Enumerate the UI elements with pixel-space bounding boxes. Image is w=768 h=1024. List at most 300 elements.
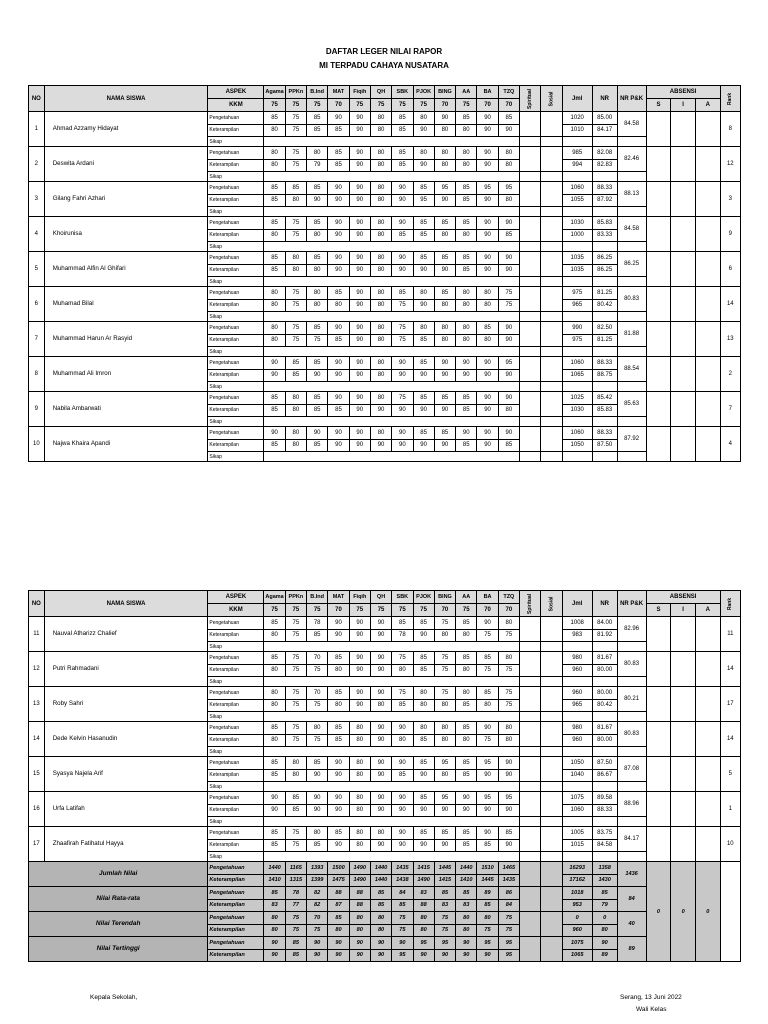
score-cell: 85 [413,427,434,440]
jml-cell: 1060 [562,182,592,195]
score-cell: 80 [264,147,285,160]
score-cell: 90 [328,194,349,207]
footer-score: 1438 [392,874,413,887]
student-name: Roby Sahri [44,687,208,722]
score-cell: 90 [370,839,391,852]
rank-cell: 14 [720,652,740,687]
student-row [29,617,741,630]
score-cell: 85 [456,194,477,207]
score-cell: 80 [370,287,391,300]
student-row [29,427,741,440]
absensi-i-cell [671,617,696,652]
score-cell: 85 [456,404,477,417]
school-name: MI TERPADU CAHAYA NUSATARA [319,61,449,70]
score-cell: 85 [434,287,455,300]
student-no: 17 [29,827,45,862]
sikap-cell [264,712,520,722]
score-cell: 90 [349,617,370,630]
aspect-label: Keterampilan [208,874,264,887]
footer-jml: 1075 [562,937,592,950]
jml-cell: 1075 [562,792,592,805]
absensi-s-cell [646,357,671,392]
score-cell: 80 [498,147,519,160]
footer-score: 85 [285,937,306,950]
footer-score: 87 [328,899,349,912]
score-cell: 80 [370,827,391,840]
footer-nr: 85 [592,887,617,900]
sosial-cell [541,652,562,677]
score-cell: 80 [264,299,285,312]
score-cell: 90 [328,617,349,630]
subject-header: SBK [392,86,413,99]
footer-score: 85 [370,887,391,900]
footer-score: 1410 [456,874,477,887]
score-cell: 80 [307,722,328,735]
score-cell: 80 [349,757,370,770]
score-cell: 80 [264,734,285,747]
footer-score: 1315 [285,874,306,887]
score-cell: 85 [307,112,328,125]
score-cell: 85 [328,722,349,735]
absensi-header: ABSENSI [646,591,720,604]
nr-pk-cell: 82.96 [617,617,646,642]
sikap-cell [264,417,520,427]
absensi-i-cell [671,792,696,827]
jml-cell: 1000 [562,229,592,242]
aspect-label: Keterampilan [208,899,264,912]
nr-pk-cell: 86.25 [617,252,646,277]
score-cell: 90 [328,804,349,817]
score-cell: 90 [349,322,370,335]
absensi-s-cell [646,617,671,652]
score-cell: 95 [498,792,519,805]
sosial-cell [541,687,562,712]
aspect-label: Pengetahuan [208,887,264,900]
footer-score: 1435 [392,862,413,875]
aspect-label: Keterampilan [208,299,264,312]
score-cell: 75 [285,652,306,665]
score-cell: 90 [392,264,413,277]
jml-cell: 1015 [562,839,592,852]
score-cell: 75 [477,629,498,642]
subject-header: QH [370,591,391,604]
absensi-a-cell [695,252,720,287]
score-cell: 75 [307,734,328,747]
spiritual-cell [519,617,540,642]
student-name: Muhammad Alfin Al Ghifari [44,252,208,287]
score-cell: 80 [434,147,455,160]
spiritual-cell [519,287,540,312]
score-cell: 90 [264,427,285,440]
score-cell: 75 [285,664,306,677]
aspect-label: Sikap [208,312,264,322]
score-cell: 80 [434,124,455,137]
score-cell: 80 [328,699,349,712]
score-cell: 90 [434,264,455,277]
aspect-label: Keterampilan [208,769,264,782]
score-cell: 80 [413,699,434,712]
score-cell: 75 [434,687,455,700]
score-cell: 85 [264,404,285,417]
score-cell: 75 [434,664,455,677]
score-cell: 90 [307,194,328,207]
aspect-label: Sikap [208,347,264,357]
aspect-label: Pengetahuan [208,217,264,230]
score-cell: 85 [307,124,328,137]
nr-cell: 89.58 [592,792,617,805]
score-cell: 90 [370,652,391,665]
footer-score: 75 [307,924,328,937]
rank-cell: 12 [720,147,740,182]
score-cell: 90 [477,264,498,277]
score-cell: 85 [477,652,498,665]
sosial-header: Sosial [541,591,562,617]
score-cell: 80 [349,839,370,852]
footer-score: 85 [434,887,455,900]
aspect-label: Pengetahuan [208,182,264,195]
footer-jml: 17162 [562,874,592,887]
rank-cell: 9 [720,217,740,252]
nr-pk-cell: 80.83 [617,652,646,677]
absensi-s-cell [646,217,671,252]
footer-score: 1490 [349,862,370,875]
score-cell: 90 [392,722,413,735]
subject-header: PJOK [413,86,434,99]
aspect-label: Keterampilan [208,924,264,937]
sosial-cell [541,112,562,137]
student-row [29,722,741,735]
footer-score: 95 [392,949,413,962]
aspect-label: Sikap [208,747,264,757]
absensi-s-cell [646,252,671,287]
footer-score: 1440 [264,862,285,875]
score-cell: 80 [349,769,370,782]
sosial-cell [541,792,562,817]
score-cell: 90 [349,439,370,452]
sikap-cell [264,382,520,392]
score-cell: 90 [498,322,519,335]
footer-score: 90 [456,937,477,950]
score-cell: 80 [370,112,391,125]
aspect-label: Pengetahuan [208,322,264,335]
jml-header: Jml [562,86,592,112]
nr-pk-cell: 80.83 [617,722,646,747]
score-cell: 80 [349,722,370,735]
footer-score: 75 [392,912,413,925]
score-cell: 80 [413,287,434,300]
score-cell: 90 [413,839,434,852]
score-cell: 80 [456,322,477,335]
footer-score: 88 [349,899,370,912]
score-cell: 85 [264,392,285,405]
aspect-label: Keterampilan [208,369,264,382]
footer-label: Nilai Terendah [29,912,208,937]
score-cell: 85 [264,769,285,782]
score-cell: 85 [498,229,519,242]
score-cell: 90 [349,217,370,230]
absensi-i-cell [671,217,696,252]
score-cell: 90 [392,182,413,195]
score-cell: 90 [413,299,434,312]
footer-score: 95 [498,949,519,962]
absensi-a-cell [695,687,720,722]
student-no: 10 [29,427,45,462]
absensi-a-header: A [695,99,720,112]
jml-cell: 975 [562,334,592,347]
kkm-value: 75 [285,604,306,617]
student-name: Khoirunisa [44,217,208,252]
sosial-cell [541,392,562,417]
aspect-label: Sikap [208,172,264,182]
student-name: Muhamad Bilal [44,287,208,322]
score-cell: 90 [349,264,370,277]
absensi-i-cell [671,652,696,687]
sikap-cell [264,452,520,462]
score-cell: 75 [392,334,413,347]
aspect-label: Keterampilan [208,334,264,347]
student-name: Putri Rahmadani [44,652,208,687]
score-cell: 75 [285,112,306,125]
absensi-s-cell [646,287,671,322]
subject-header: BA [477,86,498,99]
footer-row [29,937,741,950]
score-cell: 90 [349,182,370,195]
aspect-label: Sikap [208,712,264,722]
jml-cell: 1060 [562,804,592,817]
footer-score: 1415 [413,862,434,875]
jml-cell: 1020 [562,112,592,125]
score-cell: 75 [285,629,306,642]
footer-score: 95 [413,937,434,950]
rank-cell: 7 [720,392,740,427]
subject-header: TZQ [498,86,519,99]
score-cell: 85 [392,287,413,300]
student-no: 11 [29,617,45,652]
no-header: NO [29,86,45,112]
nr-cell: 81.25 [592,334,617,347]
score-cell: 85 [498,112,519,125]
score-cell: 80 [434,334,455,347]
footer-score: 1440 [370,862,391,875]
score-cell: 80 [264,287,285,300]
score-cell: 80 [285,252,306,265]
score-cell: 80 [307,264,328,277]
footer-score: 75 [392,924,413,937]
kkm-value: 75 [307,99,328,112]
jml-cell: 1035 [562,264,592,277]
score-cell: 85 [328,404,349,417]
subject-header: SBK [392,591,413,604]
score-cell: 95 [434,757,455,770]
nr-pk-cell: 84.17 [617,827,646,852]
absensi-a-cell [695,827,720,862]
subject-header: PPKn [285,591,306,604]
absensi-i-header: I [671,99,696,112]
score-cell: 90 [498,757,519,770]
student-no: 1 [29,112,45,147]
footer-score: 70 [307,912,328,925]
student-row [29,827,741,840]
footer-jml: 1065 [562,949,592,962]
footer-score: 85 [392,899,413,912]
footer-score: 82 [307,887,328,900]
score-cell: 90 [413,124,434,137]
footer-score: 75 [434,912,455,925]
score-cell: 80 [370,299,391,312]
footer-score: 83 [413,887,434,900]
score-cell: 75 [392,687,413,700]
sikap-cell [264,677,520,687]
score-cell: 75 [498,287,519,300]
student-no: 2 [29,147,45,182]
score-cell: 90 [392,194,413,207]
aspect-label: Pengetahuan [208,937,264,950]
aspect-label: Pengetahuan [208,427,264,440]
score-cell: 90 [392,439,413,452]
nr-pk-cell: 82.46 [617,147,646,172]
score-cell: 85 [434,827,455,840]
absensi-s-cell [646,182,671,217]
score-cell: 85 [264,652,285,665]
score-cell: 85 [434,427,455,440]
score-cell: 90 [307,769,328,782]
spiritual-cell [519,217,540,242]
spiritual-cell [519,357,540,382]
score-cell: 90 [456,804,477,817]
score-cell: 75 [285,287,306,300]
score-cell: 90 [349,687,370,700]
score-cell: 75 [477,664,498,677]
score-cell: 80 [498,404,519,417]
sosial-cell [541,722,562,747]
score-cell: 80 [392,664,413,677]
student-row [29,147,741,160]
score-cell: 80 [370,699,391,712]
footer-score: 84 [498,899,519,912]
score-cell: 75 [307,334,328,347]
footer-nr: 1358 [592,862,617,875]
footer-score: 84 [392,887,413,900]
footer-score: 90 [370,937,391,950]
score-cell: 80 [477,334,498,347]
score-cell: 85 [307,357,328,370]
student-row [29,287,741,300]
score-cell: 80 [498,159,519,172]
footer-score: 80 [477,912,498,925]
footer-score: 75 [477,924,498,937]
score-cell: 90 [477,722,498,735]
kkm-value: 70 [434,604,455,617]
score-cell: 90 [349,334,370,347]
kkm-value: 70 [434,99,455,112]
score-cell: 90 [498,217,519,230]
sosial-cell [541,322,562,347]
absensi-i-cell [671,427,696,462]
score-cell: 90 [349,147,370,160]
footer-score: 90 [349,937,370,950]
footer-score: 89 [477,887,498,900]
score-cell: 90 [349,629,370,642]
score-cell: 90 [434,112,455,125]
aspect-label: Keterampilan [208,229,264,242]
aspect-header: ASPEK [208,86,264,99]
score-cell: 95 [498,182,519,195]
footer-score: 83 [456,899,477,912]
footer-score: 86 [498,887,519,900]
score-cell: 90 [498,334,519,347]
nr-cell: 86.67 [592,769,617,782]
absensi-s-cell [646,792,671,827]
score-cell: 80 [307,287,328,300]
kkm-header: KKM [208,604,264,617]
sosial-cell [541,287,562,312]
name-header: NAMA SISWA [44,86,208,112]
jml-cell: 965 [562,699,592,712]
student-name: Syasya Najela Arif [44,757,208,792]
score-cell: 90 [413,804,434,817]
nr-cell: 84.17 [592,124,617,137]
aspect-label: Pengetahuan [208,792,264,805]
score-cell: 90 [477,392,498,405]
score-cell: 90 [413,769,434,782]
score-cell: 90 [498,369,519,382]
footer-score: 1510 [477,862,498,875]
footer-score: 1399 [307,874,328,887]
score-cell: 85 [456,839,477,852]
rank-cell: 11 [720,617,740,652]
footer-score: 85 [285,949,306,962]
kkm-value: 75 [349,99,370,112]
sikap-cell [264,277,520,287]
footer-score: 1475 [328,874,349,887]
jml-cell: 990 [562,322,592,335]
score-cell: 80 [370,334,391,347]
kkm-value: 75 [285,99,306,112]
aspect-label: Sikap [208,207,264,217]
aspect-label: Keterampilan [208,194,264,207]
jml-cell: 985 [562,147,592,160]
rank-cell: 6 [720,252,740,287]
score-cell: 90 [456,357,477,370]
score-cell: 85 [264,112,285,125]
aspect-label: Pengetahuan [208,112,264,125]
nr-cell: 81.92 [592,629,617,642]
nr-cell: 80.42 [592,299,617,312]
spiritual-header: Spiritual [519,591,540,617]
score-cell: 90 [498,392,519,405]
no-header: NO [29,591,45,617]
sosial-cell [541,827,562,852]
footer-score: 80 [264,924,285,937]
score-cell: 80 [370,322,391,335]
score-cell: 80 [370,217,391,230]
jml-cell: 994 [562,159,592,172]
score-cell: 90 [413,264,434,277]
name-header: NAMA SISWA [44,591,208,617]
score-cell: 90 [456,427,477,440]
score-cell: 90 [370,439,391,452]
student-row [29,757,741,770]
score-cell: 78 [307,617,328,630]
aspect-label: Pengetahuan [208,252,264,265]
score-cell: 85 [456,264,477,277]
nr-pk-cell: 80.83 [617,287,646,312]
footer-jml: 1018 [562,887,592,900]
kkm-value: 75 [307,604,328,617]
kkm-header: KKM [208,99,264,112]
score-cell: 85 [328,124,349,137]
rank-cell: 14 [720,722,740,757]
